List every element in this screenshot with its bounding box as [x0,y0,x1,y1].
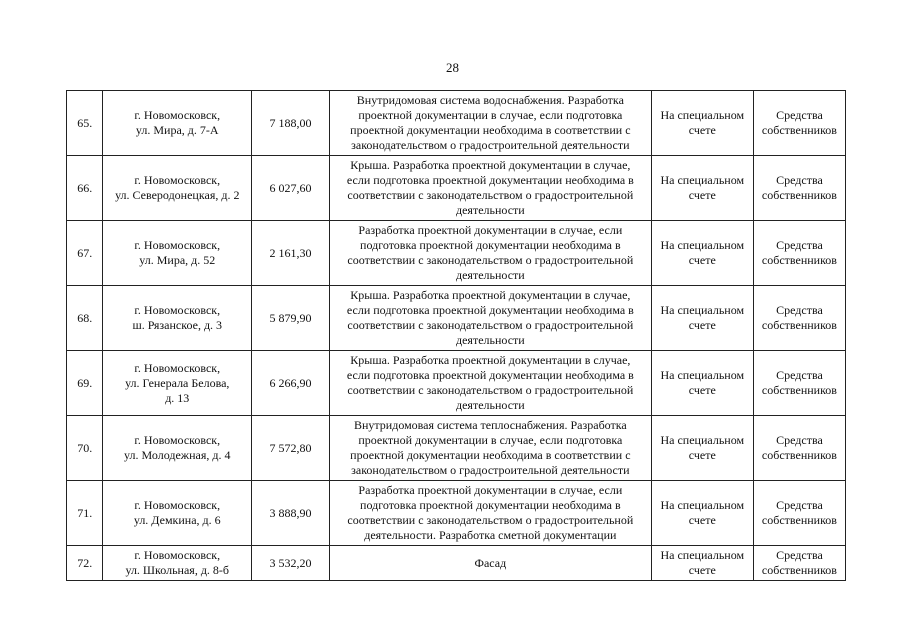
row-number: 67. [67,221,103,286]
account-cell: На специальном счете [651,351,753,416]
address-cell: г. Новомосковск, ш. Рязанское, д. 3 [103,286,252,351]
row-number: 66. [67,156,103,221]
account-cell: На специальном счете [651,221,753,286]
address-cell: г. Новомосковск, ул. Демкина, д. 6 [103,481,252,546]
amount-cell: 5 879,90 [252,286,330,351]
amount-cell: 2 161,30 [252,221,330,286]
table-row [67,91,846,156]
address-cell: г. Новомосковск, ул. Молодежная, д. 4 [103,416,252,481]
account-cell: На специальном счете [651,546,753,581]
row-number: 65. [67,91,103,156]
address-cell: г. Новомосковск, ул. Генерала Белова, д. 13 [103,351,252,416]
account-cell: На специальном счете [651,286,753,351]
page-number: 28 [446,60,459,75]
row-number: 68. [67,286,103,351]
address-cell: г. Новомосковск, ул. Школьная, д. 8-б [103,546,252,581]
address-cell: г. Новомосковск, ул. Мира, д. 52 [103,221,252,286]
funding-source-cell: Средства собственников [753,156,845,221]
account-cell: На специальном счете [651,481,753,546]
repair-works-table [66,90,846,581]
funding-source-cell: Средства собственников [753,221,845,286]
funding-source-cell: Средства собственников [753,91,845,156]
account-cell: На специальном счете [651,91,753,156]
row-number: 69. [67,351,103,416]
amount-cell: 7 572,80 [252,416,330,481]
work-description-cell: Крыша. Разработка проектной документации в случае, если подготовка проектной документации необходима в соответствии с законодательством о градостроительной деятельности [330,351,652,416]
row-number: 70. [67,416,103,481]
funding-source-cell: Средства собственников [753,416,845,481]
funding-source-cell: Средства собственников [753,286,845,351]
address-cell: г. Новомосковск, ул. Мира, д. 7-А [103,91,252,156]
amount-cell: 6 266,90 [252,351,330,416]
amount-cell: 3 532,20 [252,546,330,581]
funding-source-cell: Средства собственников [753,351,845,416]
table-row [67,156,846,221]
address-cell: г. Новомосковск, ул. Северодонецкая, д. 2 [103,156,252,221]
work-description-cell: Крыша. Разработка проектной документации в случае, если подготовка проектной документации необходима в соответствии с законодательством о градостроительной деятельности [330,156,652,221]
table-row [67,416,846,481]
row-number: 72. [67,546,103,581]
funding-source-cell: Средства собственников [753,546,845,581]
account-cell: На специальном счете [651,416,753,481]
table-row [67,351,846,416]
work-description-cell: Разработка проектной документации в случае, если подготовка проектной документации необходима в соответствии с законодательством о градостроительной деятельности. Разработка сметной документации [330,481,652,546]
amount-cell: 7 188,00 [252,91,330,156]
table-row [67,481,846,546]
work-description-cell: Крыша. Разработка проектной документации в случае, если подготовка проектной документации необходима в соответствии с законодательством о градостроительной деятельности [330,286,652,351]
work-description-cell: Внутридомовая система теплоснабжения. Разработка проектной документации в случае, если подготовка проектной документации необходима в соответствии с законодательством о градостроительной деятельности [330,416,652,481]
amount-cell: 6 027,60 [252,156,330,221]
amount-cell: 3 888,90 [252,481,330,546]
table-row [67,546,846,581]
table-body [67,91,846,581]
work-description-cell: Внутридомовая система водоснабжения. Разработка проектной документации в случае, если подготовка проектной документации необходима в соответствии с законодательством о градостроительной деятельности [330,91,652,156]
account-cell: На специальном счете [651,156,753,221]
table-row [67,221,846,286]
row-number: 71. [67,481,103,546]
table-row [67,286,846,351]
funding-source-cell: Средства собственников [753,481,845,546]
work-description-cell: Разработка проектной документации в случае, если подготовка проектной документации необходима в соответствии с законодательством о градостроительной деятельности [330,221,652,286]
work-description-cell: Фасад [330,546,652,581]
